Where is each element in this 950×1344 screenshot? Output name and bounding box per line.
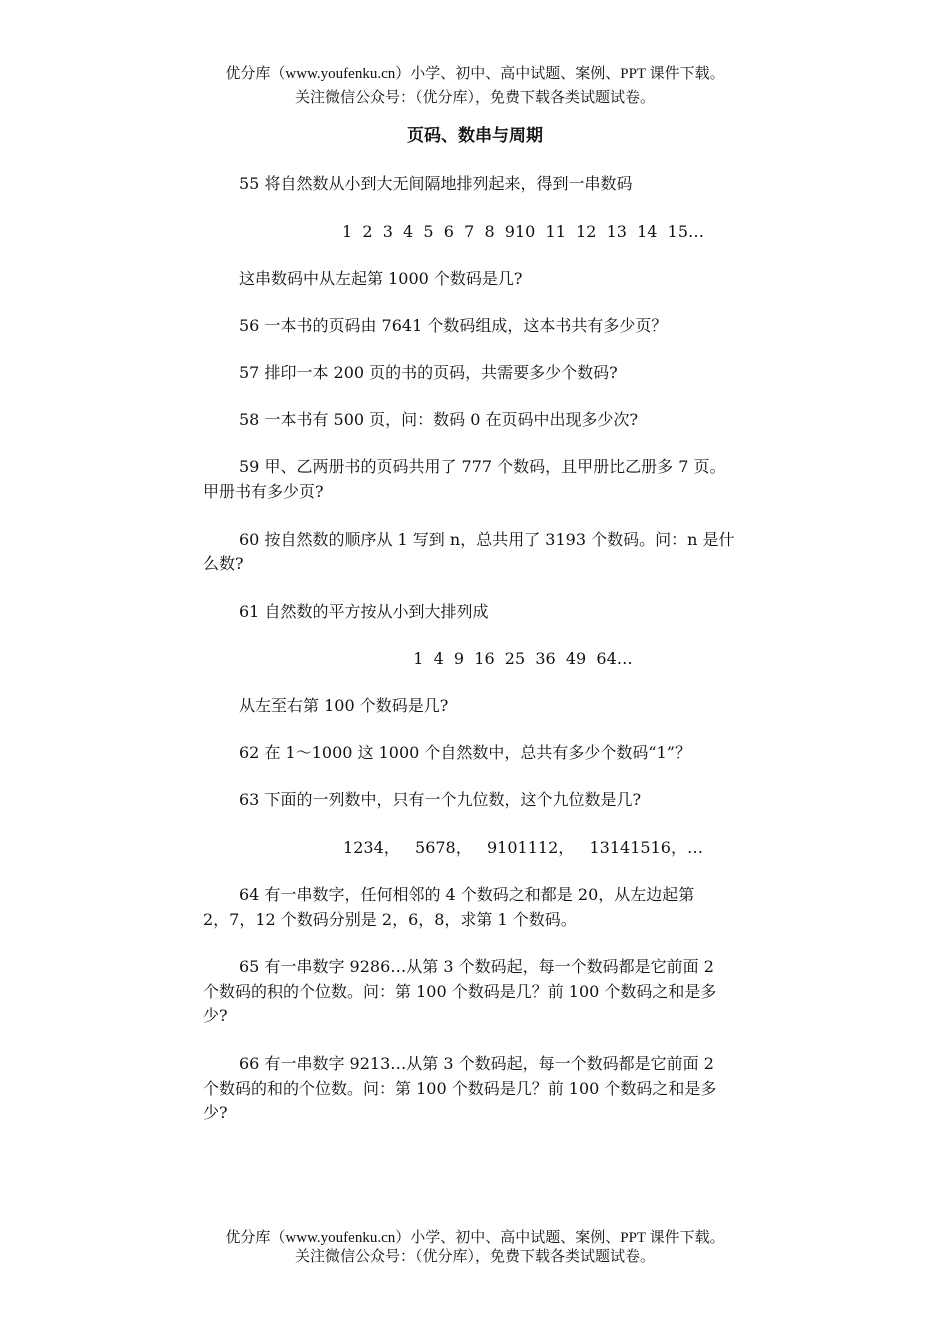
problem-60-line-1: 60 按自然数的顺序从 1 写到 n，总共用了 3193 个数码。问：n 是什 [239, 530, 735, 549]
page-footer [0, 1229, 950, 1267]
problem-55-question: 这串数码中从左起第 1000 个数码是几? [239, 269, 523, 288]
problem-57: 57 排印一本 200 页的书的页码，共需要多少个数码? [239, 363, 618, 382]
problem-66-line-1: 66 有一串数字 9213…从第 3 个数码起，每一个数码都是它前面 2 [239, 1054, 714, 1073]
problem-61-sequence: 1 4 9 16 25 36 49 64… [413, 649, 633, 668]
header-line-2: 关注微信公众号：（优分库），免费下载各类试题试卷。 [294, 90, 655, 106]
problem-65-line-1: 65 有一串数字 9286…从第 3 个数码起，每一个数码都是它前面 2 [239, 957, 714, 976]
problem-55: 55 将自然数从小到大无间隔地排列起来，得到一串数码 [239, 174, 633, 193]
problem-60-line-2: 么数? [203, 554, 244, 573]
problem-64-line-2: 2，7，12 个数码分别是 2，6，8，求第 1 个数码。 [203, 910, 577, 929]
problem-56: 56 一本书的页码由 7641 个数码组成，这本书共有多少页？ [239, 316, 668, 335]
problem-63: 63 下面的一列数中，只有一个九位数，这个九位数是几? [239, 790, 642, 809]
problem-61: 61 自然数的平方按从小到大排列成 [239, 602, 489, 621]
problem-66-line-2: 个数码的和的个位数。问：第 100 个数码是几？前 100 个数码之和是多 [203, 1079, 717, 1098]
header-line-1: 优分库（www.youfenku.cn）小学、初中、高中试题、案例、PPT 课件下载。 [225, 66, 725, 82]
page-header [0, 65, 950, 108]
problem-59-line-1: 59 甲、乙两册书的页码共用了 777 个数码，且甲册比乙册多 7 页。 [239, 457, 726, 476]
problem-65-line-2: 个数码的积的个位数。问：第 100 个数码是几？前 100 个数码之和是多 [203, 982, 717, 1001]
problem-58: 58 一本书有 500 页，问：数码 0 在页码中出现多少次? [239, 410, 639, 429]
page-title: 页码、数串与周期 [407, 126, 543, 146]
problem-64-line-1: 64 有一串数字，任何相邻的 4 个数码之和都是 20，从左边起第 [239, 885, 695, 904]
problem-62: 62 在 1～1000 这 1000 个自然数中，总共有多少个数码“1”？ [239, 743, 691, 762]
problem-66-line-3: 少? [203, 1103, 228, 1122]
footer-line-2: 关注微信公众号：（优分库），免费下载各类试题试卷。 [294, 1249, 655, 1265]
problem-63-sequence: 1234， 5678， 9101112， 13141516，… [343, 838, 703, 857]
footer-line-1: 优分库（www.youfenku.cn）小学、初中、高中试题、案例、PPT 课件下载。 [225, 1230, 725, 1246]
problem-65-line-3: 少? [203, 1006, 228, 1025]
problem-59-line-2: 甲册书有多少页? [203, 482, 324, 501]
problem-61-question: 从左至右第 100 个数码是几? [239, 696, 449, 715]
problem-55-sequence: 1 2 3 4 5 6 7 8 910 11 12 13 14 15… [341, 222, 704, 241]
